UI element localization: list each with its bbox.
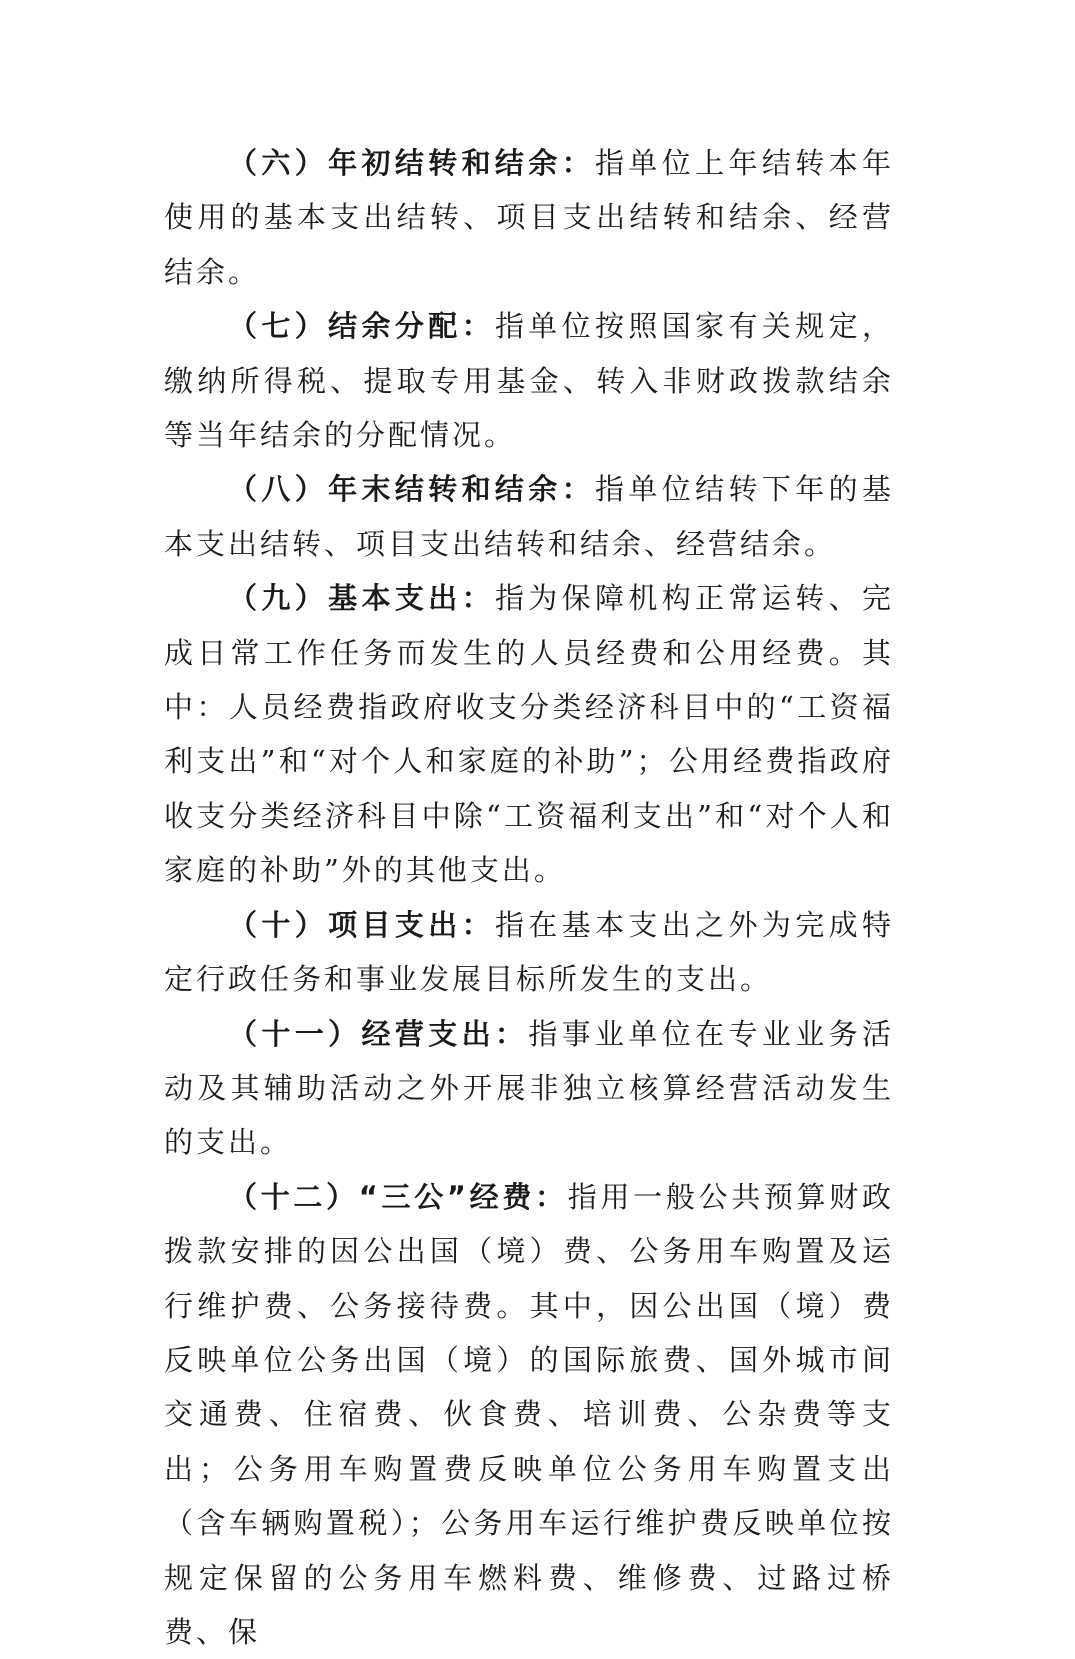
term-definition: 指单位结转下年的基本支出结转、项目支出结转和结余、经营结余。 (164, 472, 894, 561)
term-heading: （十一）经营支出： (228, 1016, 529, 1051)
paragraph-11 (164, 1007, 894, 1170)
paragraph-10 (164, 898, 894, 1007)
term-definition: 指单位按照国家有关规定，缴纳所得税、提取专用基金、转入非财政拨款结余等当年结余的分配情况。 (164, 309, 894, 453)
paragraph-12 (164, 1170, 894, 1659)
term-definition: 指单位上年结转本年使用的基本支出结转、项目支出结转和结余、经营结余。 (164, 146, 894, 289)
term-definition: 指事业单位在专业业务活动及其辅助活动之外开展非独立核算经营活动发生的支出。 (164, 1016, 894, 1160)
paragraph-8 (164, 462, 894, 571)
term-heading: （八）年末结转和结余： (228, 472, 596, 507)
term-definition: 指在基本支出之外为完成特定行政任务和事业发展目标所发生的支出。 (164, 907, 894, 997)
term-definition: 指用一般公共预算财政拨款安排的因公出国（境）费、公务用车购置及运行维护费、公务接待费。其中，因公出国（境）费反映单位公务出国（境）的国际旅费、国外城市间交通费、住宿费、伙食费、培训费、公杂费等支出；公务用车购置费反映单位公务用车购置支出（含车辆购置税）；公务用车运行维护费反映单位按规定保留的公务用车燃料费、维修费、过路过桥费、保 (164, 1179, 894, 1649)
term-heading: （九）基本支出： (228, 581, 495, 616)
paragraph-9 (164, 571, 894, 897)
document-body (164, 136, 894, 1659)
term-heading: （十）项目支出： (228, 907, 495, 942)
term-heading: （六）年初结转和结余： (228, 146, 596, 180)
paragraph-7 (164, 299, 894, 462)
term-heading: （七）结余分配： (228, 309, 495, 344)
term-definition: 指为保障机构正常运转、完成日常工作任务而发生的人员经费和公用经费。其中：人员经费指政府收支分类经济科目中的“工资福利支出”和“对个人和家庭的补助”；公用经费指政府收支分类经济科目中除“工资福利支出”和“对个人和家庭的补助”外的其他支出。 (164, 581, 894, 888)
term-heading: （十二）“三公”经费： (228, 1179, 568, 1214)
paragraph-6 (164, 136, 894, 299)
